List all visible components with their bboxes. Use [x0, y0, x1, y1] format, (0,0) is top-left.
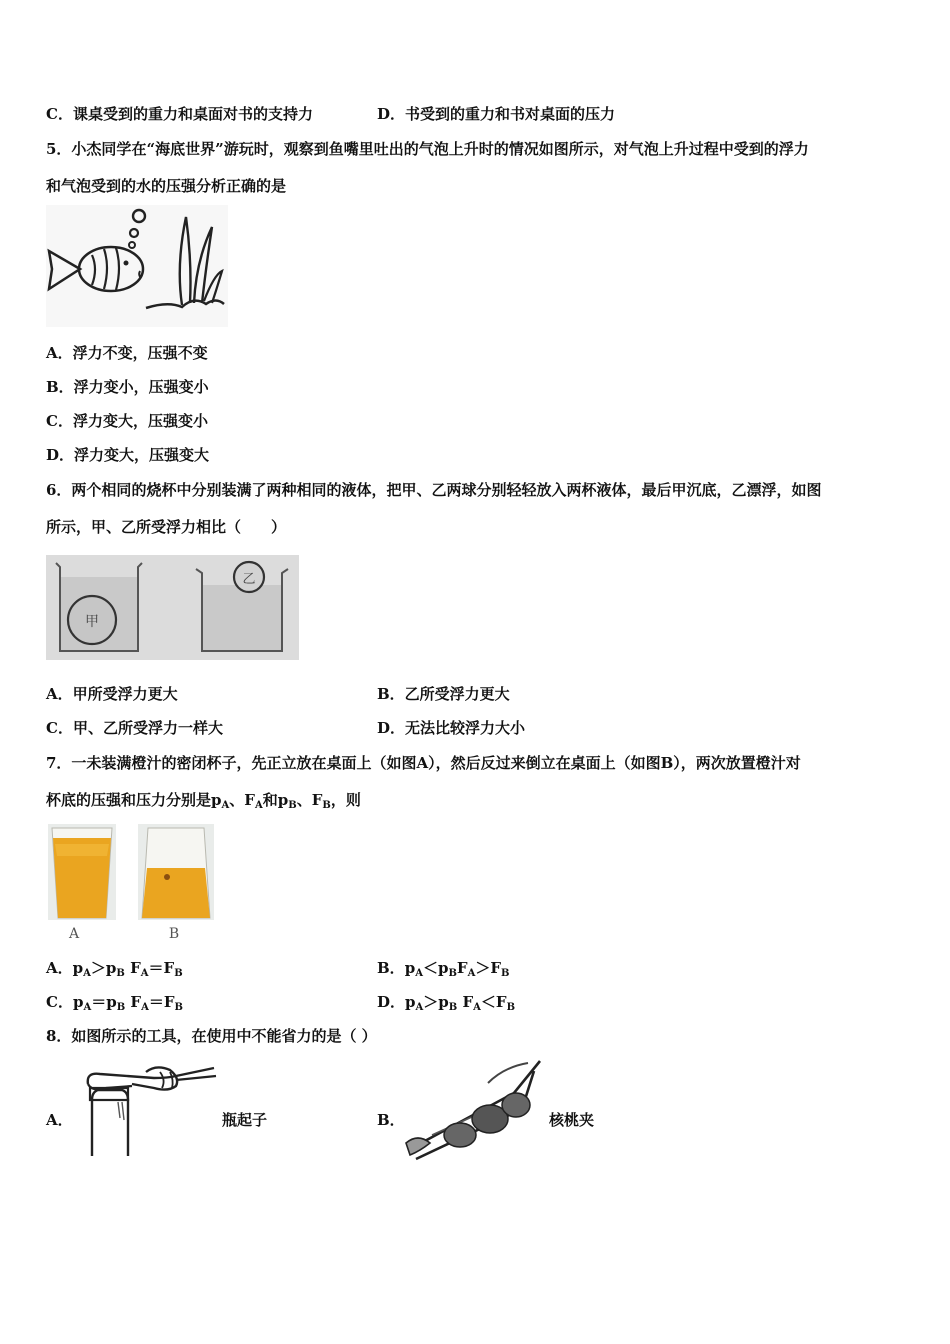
- q7-option-b: B．$p_A<p_BF_A>F_B$: [377, 959, 510, 979]
- fish-bubbles-figure: [46, 205, 228, 327]
- bottle-opener-figure: [84, 1058, 219, 1158]
- q7-option-c: C．$p_A=p_B$ $F_A=F_B$: [46, 993, 183, 1013]
- beakers-figure: [46, 555, 299, 660]
- q5-option-a: A．浮力不变，压强不变: [46, 344, 208, 362]
- q8-stem: 8．如图所示的工具，在使用中不能省力的是（ ）: [46, 1027, 377, 1045]
- ball-a-label: 甲: [85, 614, 99, 630]
- q6-option-a: A．甲所受浮力更大: [46, 685, 178, 703]
- cup-a-label: A: [68, 926, 80, 942]
- q5-option-c: C．浮力变大，压强变小: [46, 412, 208, 430]
- q6-stem-line2: 所示，甲、乙所受浮力相比（ ）: [46, 518, 287, 536]
- q8-option-a-letter: A．: [46, 1111, 73, 1129]
- cup-b-label: B: [168, 926, 180, 942]
- q5-option-b: B．浮力变小，压强变小: [46, 378, 209, 396]
- q5-option-d: D．浮力变大，压强变大: [46, 446, 210, 464]
- q7-stem-line2: 杯底的压强和压力分别是$p_A$、$F_A$和$p_B$、$F_B$，则: [46, 791, 361, 811]
- q5-stem-line1: 5．小杰同学在“海底世界”游玩时，观察到鱼嘴里吐出的气泡上升时的情况如图所示，对气泡上升过程中受到的浮力: [46, 140, 809, 158]
- q7-option-a: A．$p_A>p_B$ $F_A=F_B$: [46, 959, 183, 979]
- ball-b-label: 乙: [242, 572, 256, 587]
- q7-stem-line1: 7．一未装满橙汁的密闭杯子，先正立放在桌面上（如图A），然后反过来倒立在桌面上（如图B），两次放置橙汁对: [46, 754, 801, 772]
- q4-option-d: D．书受到的重力和书对桌面的压力: [377, 105, 616, 123]
- juice-cups-figure: [46, 822, 216, 942]
- nutcracker-figure: [404, 1053, 546, 1163]
- q8-option-b-label: 核桃夹: [549, 1111, 595, 1129]
- q5-stem-line2: 和气泡受到的水的压强分析正确的是: [46, 177, 287, 195]
- q8-option-a-label: 瓶起子: [222, 1111, 268, 1129]
- q6-stem-line1: 6．两个相同的烧杯中分别装满了两种相同的液体，把甲、乙两球分别轻轻放入两杯液体，最后甲沉底，乙漂浮，如图: [46, 481, 822, 499]
- q8-option-b-letter: B．: [377, 1111, 405, 1129]
- q4-option-c: C．课桌受到的重力和桌面对书的支持力: [46, 105, 313, 123]
- q6-option-b: B．乙所受浮力更大: [377, 685, 510, 703]
- q6-option-d: D．无法比较浮力大小: [377, 719, 526, 737]
- q6-option-c: C．甲、乙所受浮力一样大: [46, 719, 223, 737]
- q7-option-d: D．$p_A>p_B$ $F_A<F_B$: [377, 993, 516, 1013]
